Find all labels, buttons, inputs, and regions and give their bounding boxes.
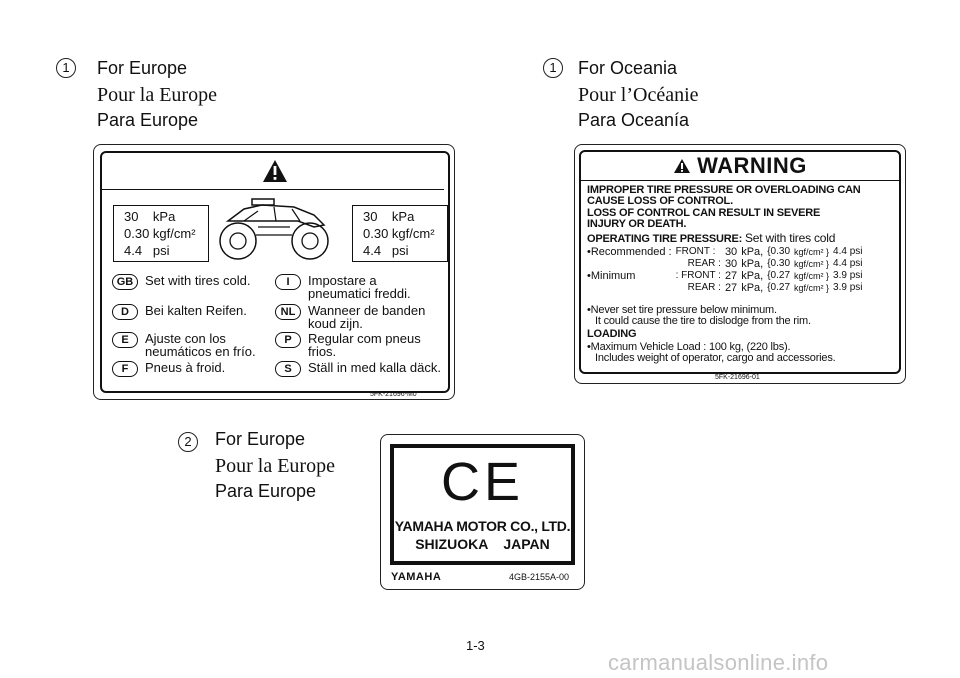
callout-marker: 1 [56, 58, 76, 78]
loading-title: LOADING [587, 328, 637, 340]
pressure-kgf: 0.30 kgf/cm² [363, 226, 435, 241]
language-text: Impostare a pneumatici freddi. [308, 273, 411, 301]
pressure-box-right [352, 205, 448, 262]
part-number: 5FK-21696-01 [715, 374, 760, 381]
warning-line: IMPROPER TIRE PRESSURE OR OVERLOADING CAN [587, 184, 861, 196]
part-number: 5FK-21696-M0 [370, 391, 417, 398]
warning-line: CAUSE LOSS OF CONTROL. [587, 195, 733, 207]
warning-heading: WARNING [697, 153, 807, 178]
company-location: SHIZUOKA JAPAN [415, 536, 550, 552]
warning-triangle-icon [673, 158, 691, 174]
caption-french: Pour la Europe [215, 455, 335, 477]
language-item [112, 274, 272, 290]
table-row: REAR : 27 kPa, {0.27 kgf/cm² } 3.9 psi [585, 282, 865, 294]
never-line: It could cause the tire to dislodge from the rim. [595, 315, 811, 327]
caption-spanish: Para Oceanía [578, 110, 690, 130]
label-inner-frame [100, 151, 450, 393]
kgf-unit: kgf/cm² [794, 247, 824, 257]
caption-spanish: Para Europe [97, 110, 199, 130]
pressure-psi: 4.4 psi [124, 243, 170, 258]
loading-line: •Maximum Vehicle Load : 100 kg, (220 lbs). [587, 341, 791, 353]
pressure-kgf: 0.30 kgf/cm² [124, 226, 196, 241]
tire-pressure-label-oceania [574, 144, 906, 384]
ce-label [380, 434, 585, 590]
operating-value: Set with tires cold [744, 231, 836, 245]
tire-pressure-label-europe [93, 144, 455, 400]
page-number: 1-3 [466, 638, 485, 653]
pressure-kpa: 27 [724, 270, 738, 282]
language-code-badge: E [112, 332, 138, 348]
pressure-axle: REAR : [687, 282, 721, 293]
pressure-kgf: 0.30 [770, 258, 791, 269]
language-code-badge: GB [112, 274, 138, 290]
callout-marker: 2 [178, 432, 198, 452]
language-text: Ajuste con los neumáticos en frío. [145, 331, 256, 359]
label-inner-frame [579, 150, 901, 374]
operating-label: OPERATING TIRE PRESSURE: [587, 233, 743, 245]
warning-heading-bar [581, 152, 899, 180]
pressure-psi: 4.4 psi [833, 246, 863, 257]
table-row: REAR : 30 kPa, {0.30 kgf/cm² } 4.4 psi [585, 258, 865, 270]
pressure-kpa: 30 kPa [363, 209, 415, 224]
pressure-psi: 4.4 psi [363, 243, 409, 258]
pressure-kpa: 27 [724, 282, 738, 294]
language-text: Bei kalten Reifen. [145, 303, 247, 318]
pressure-table [585, 246, 865, 294]
atv-illustration-icon [214, 191, 336, 263]
kpa-unit: kPa, [741, 246, 764, 258]
language-code-badge: P [275, 332, 301, 348]
kpa-unit: kPa, [741, 258, 764, 270]
pressure-box-left [113, 205, 209, 262]
never-line: •Never set tire pressure below minimum. [587, 304, 777, 316]
pressure-group [585, 282, 674, 294]
language-item [112, 332, 272, 358]
watermark: carmanualsonline.info [608, 650, 829, 675]
language-item [275, 274, 443, 300]
ce-inner-frame [390, 444, 575, 565]
pressure-psi: 4.4 psi [833, 258, 863, 269]
language-text: Ställ in med kalla däck. [308, 360, 441, 375]
yamaha-logo: YAMAHA [391, 571, 442, 583]
language-code-badge: F [112, 361, 138, 377]
divider [102, 189, 444, 190]
callout-marker: 1 [543, 58, 563, 78]
loading-line: Includes weight of operator, cargo and accessories. [595, 352, 836, 364]
pressure-group [585, 258, 674, 270]
pressure-kgf: 0.30 [770, 246, 791, 257]
pressure-axle: FRONT : [675, 246, 716, 257]
language-item [275, 332, 443, 358]
language-text: Set with tires cold. [145, 273, 251, 288]
language-item [112, 304, 272, 320]
pressure-psi: 3.9 psi [833, 270, 863, 281]
caption-english: For Europe [215, 429, 306, 449]
table-row: •Minimum : FRONT : 27 kPa, {0.27 kgf/cm² } 3.9 psi [587, 270, 863, 282]
language-text: Regular com pneus frios. [308, 331, 421, 359]
kgf-unit: kgf/cm² [794, 271, 824, 281]
caption-english: For Oceania [578, 58, 678, 78]
warning-triangle-icon [262, 159, 288, 183]
language-text: Wanneer de banden koud zijn. [308, 303, 426, 331]
pressure-kpa: 30 kPa [124, 209, 176, 224]
ce-mark: CE [440, 452, 524, 512]
pressure-kgf: 0.27 [770, 270, 791, 281]
table-row: •Recommended : FRONT : 30 kPa, {0.30 kgf/cm² } 4.4 psi [587, 246, 863, 258]
company-name: YAMAHA MOTOR CO., LTD. [394, 518, 571, 534]
language-item [275, 304, 443, 330]
pressure-kpa: 30 [724, 246, 738, 258]
pressure-axle: REAR : [687, 258, 721, 269]
pressure-group: •Recommended : [587, 246, 672, 258]
caption-spanish: Para Europe [215, 481, 317, 501]
pressure-axle: : FRONT : [675, 270, 721, 281]
language-item [275, 361, 443, 377]
warning-line: LOSS OF CONTROL CAN RESULT IN SEVERE [587, 207, 821, 219]
caption-english: For Europe [97, 58, 188, 78]
kgf-unit: kgf/cm² [794, 283, 824, 293]
caption-french: Pour la Europe [97, 84, 217, 106]
language-code-badge: I [275, 274, 301, 290]
language-item [112, 361, 272, 377]
pressure-kgf: 0.27 [770, 282, 791, 293]
kgf-unit: kgf/cm² [794, 259, 824, 269]
kpa-unit: kPa, [741, 282, 764, 294]
part-number: 4GB-2155A-00 [509, 572, 570, 582]
operating-pressure-line [587, 232, 835, 245]
pressure-kpa: 30 [724, 258, 738, 270]
pressure-psi: 3.9 psi [833, 282, 863, 293]
language-code-badge: S [275, 361, 301, 377]
warning-line: INJURY OR DEATH. [587, 218, 687, 230]
language-code-badge: D [112, 304, 138, 320]
kpa-unit: kPa, [741, 270, 764, 282]
language-code-badge: NL [275, 304, 301, 320]
pressure-group: •Minimum [587, 270, 636, 282]
caption-french: Pour l’Océanie [578, 84, 699, 106]
divider [581, 180, 899, 181]
language-text: Pneus à froid. [145, 360, 226, 375]
